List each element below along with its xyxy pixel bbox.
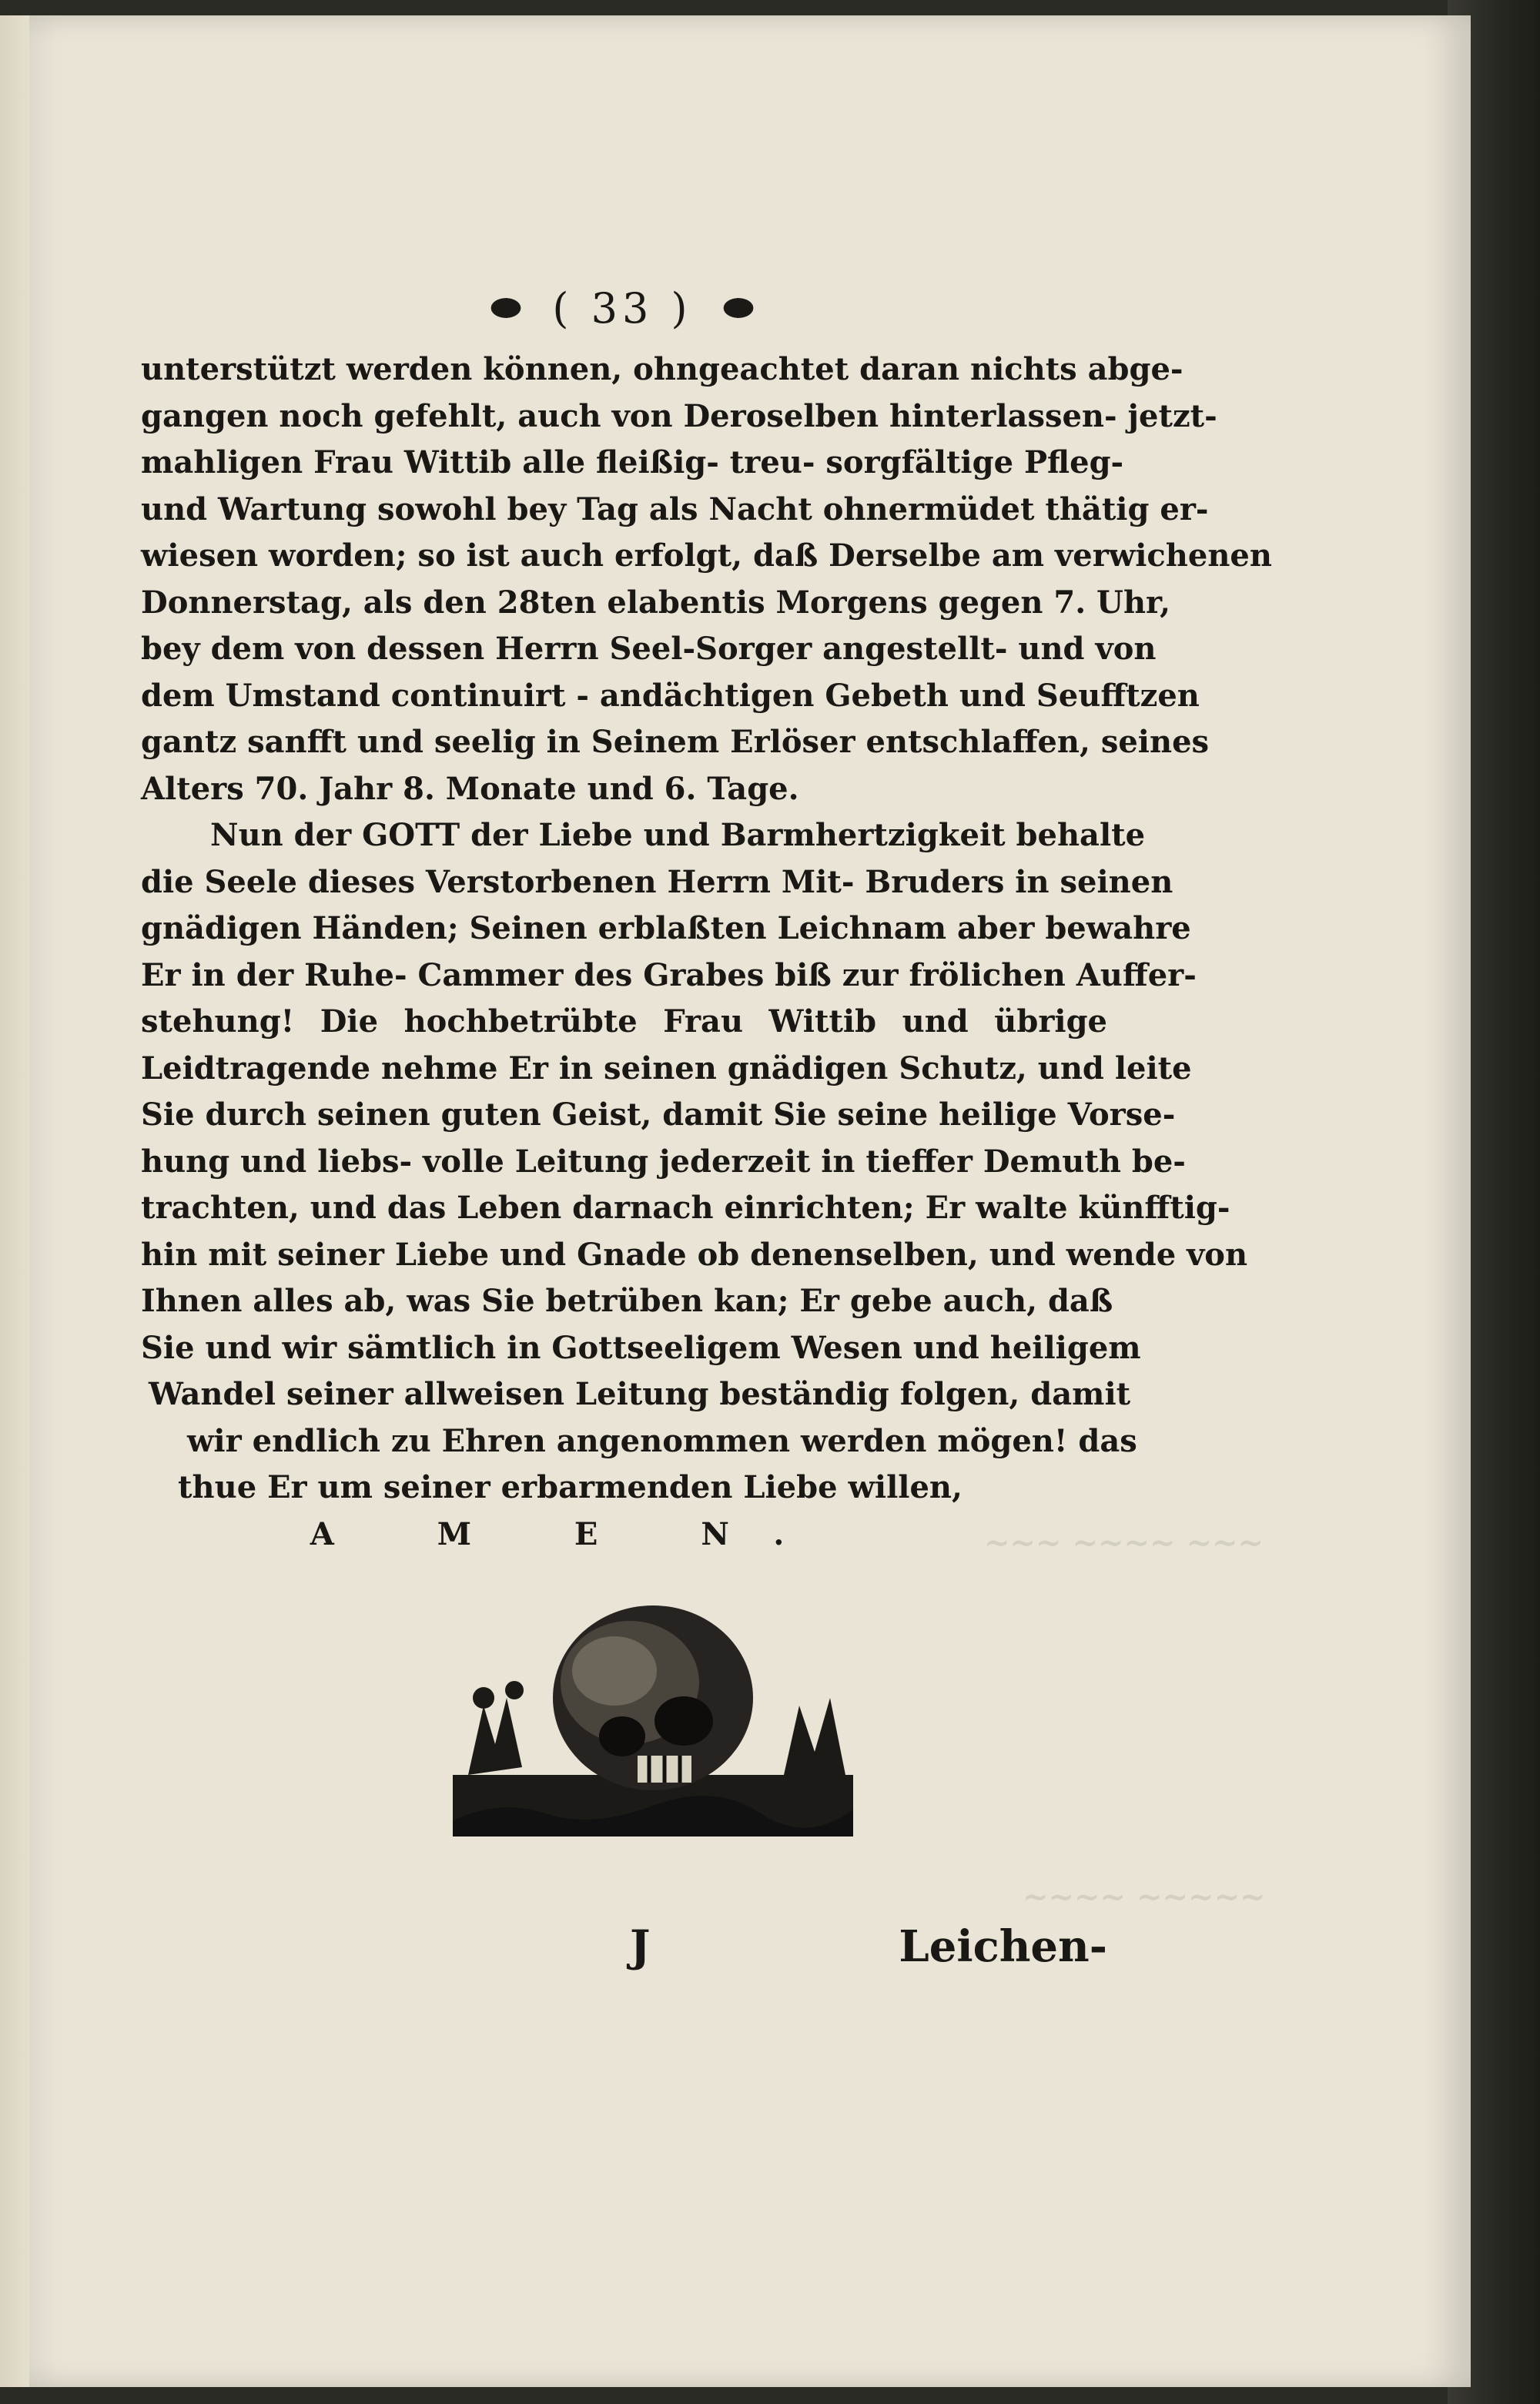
text-line: Wandel seiner allweisen Leitung beständig folgen, damit: [149, 1376, 1131, 1412]
text-line: Leidtragende nehme Er in seinen gnädigen Schutz, und leite: [141, 1050, 1192, 1086]
text-line: trachten, und das Leben darnach einrichten; Er walte künfftig-: [141, 1190, 1230, 1226]
right-ornament-icon: [715, 293, 762, 323]
text-line: mahligen Frau Wittib alle fleißig- treu- sorgfältige Pfleg-: [141, 444, 1124, 480]
text-line: Er in der Ruhe- Cammer des Grabes biß zur frölichen Auffer-: [141, 956, 1197, 993]
page-header: [460, 277, 784, 339]
text-line: Donnerstag, als den 28ten elabentis Morgens gegen 7. Uhr,: [141, 584, 1171, 621]
text-line: dem Umstand continuirt - andächtigen Gebeth und Seufftzen: [141, 677, 1200, 714]
page-number: ( 33 ): [552, 283, 692, 333]
text-line: die Seele dieses Verstorbenen Herrn Mit- Bruders in seinen: [141, 863, 1173, 900]
text-line: gnädigen Händen; Seinen erblaßten Leichnam aber bewahre: [141, 910, 1191, 946]
book-page: [29, 15, 1471, 2387]
text-line: hin mit seiner Liebe und Gnade ob denenselben, und wende von: [141, 1236, 1248, 1273]
text-line: Alters 70. Jahr 8. Monate und 6. Tage.: [141, 770, 799, 807]
text-line: Ihnen alles ab, was Sie betrüben kan; Er gebe auch, daß: [141, 1283, 1113, 1319]
bleed-through-text: ~~~~ ~~~~~: [1023, 1879, 1266, 1915]
catchword: Leichen-: [899, 1921, 1107, 1972]
catchwords-row: [141, 1921, 1107, 1983]
bleed-through-text: ~~~ ~~~~ ~~~: [984, 1525, 1264, 1561]
text-line: Sie durch seinen guten Geist, damit Sie seine heilige Vorse-: [141, 1097, 1176, 1133]
text-line: wiesen worden; so ist auch erfolgt, daß Derselbe am verwichenen: [141, 537, 1272, 574]
signature-mark: J: [630, 1921, 651, 1972]
text-line: bey dem von dessen Herrn Seel-Sorger angestellt- und von: [141, 631, 1157, 667]
left-ornament-icon: [483, 293, 529, 323]
amen-line: A M E N.: [310, 1515, 831, 1552]
text-line: gangen noch gefehlt, auch von Deroselben hinterlassen- jetzt-: [141, 397, 1217, 434]
text-line: Nun der GOTT der Liebe und Barmhertzigkeit behalte: [210, 817, 1146, 853]
text-line: gantz sanfft und seelig in Seinem Erlöser entschlaffen, seines: [141, 724, 1210, 760]
text-line: stehung! Die hochbetrübte Frau Wittib und übrige: [141, 1003, 1107, 1040]
text-line: wir endlich zu Ehren angenommen werden mögen! das: [187, 1422, 1137, 1459]
skull-vignette-icon: [453, 1590, 853, 1844]
text-line: unterstützt werden können, ohngeachtet daran nichts abge-: [141, 351, 1183, 387]
text-line: thue Er um seiner erbarmenden Liebe willen,: [178, 1469, 962, 1505]
body-text: [141, 347, 1272, 1558]
adjacent-page-edge: [0, 15, 31, 2387]
text-line: hung und liebs- volle Leitung jederzeit in tieffer Demuth be-: [141, 1143, 1186, 1180]
text-line: und Wartung sowohl bey Tag als Nacht ohnermüdet thätig er-: [141, 491, 1209, 527]
text-line: Sie und wir sämtlich in Gottseeligem Wesen und heiligem: [141, 1329, 1141, 1366]
